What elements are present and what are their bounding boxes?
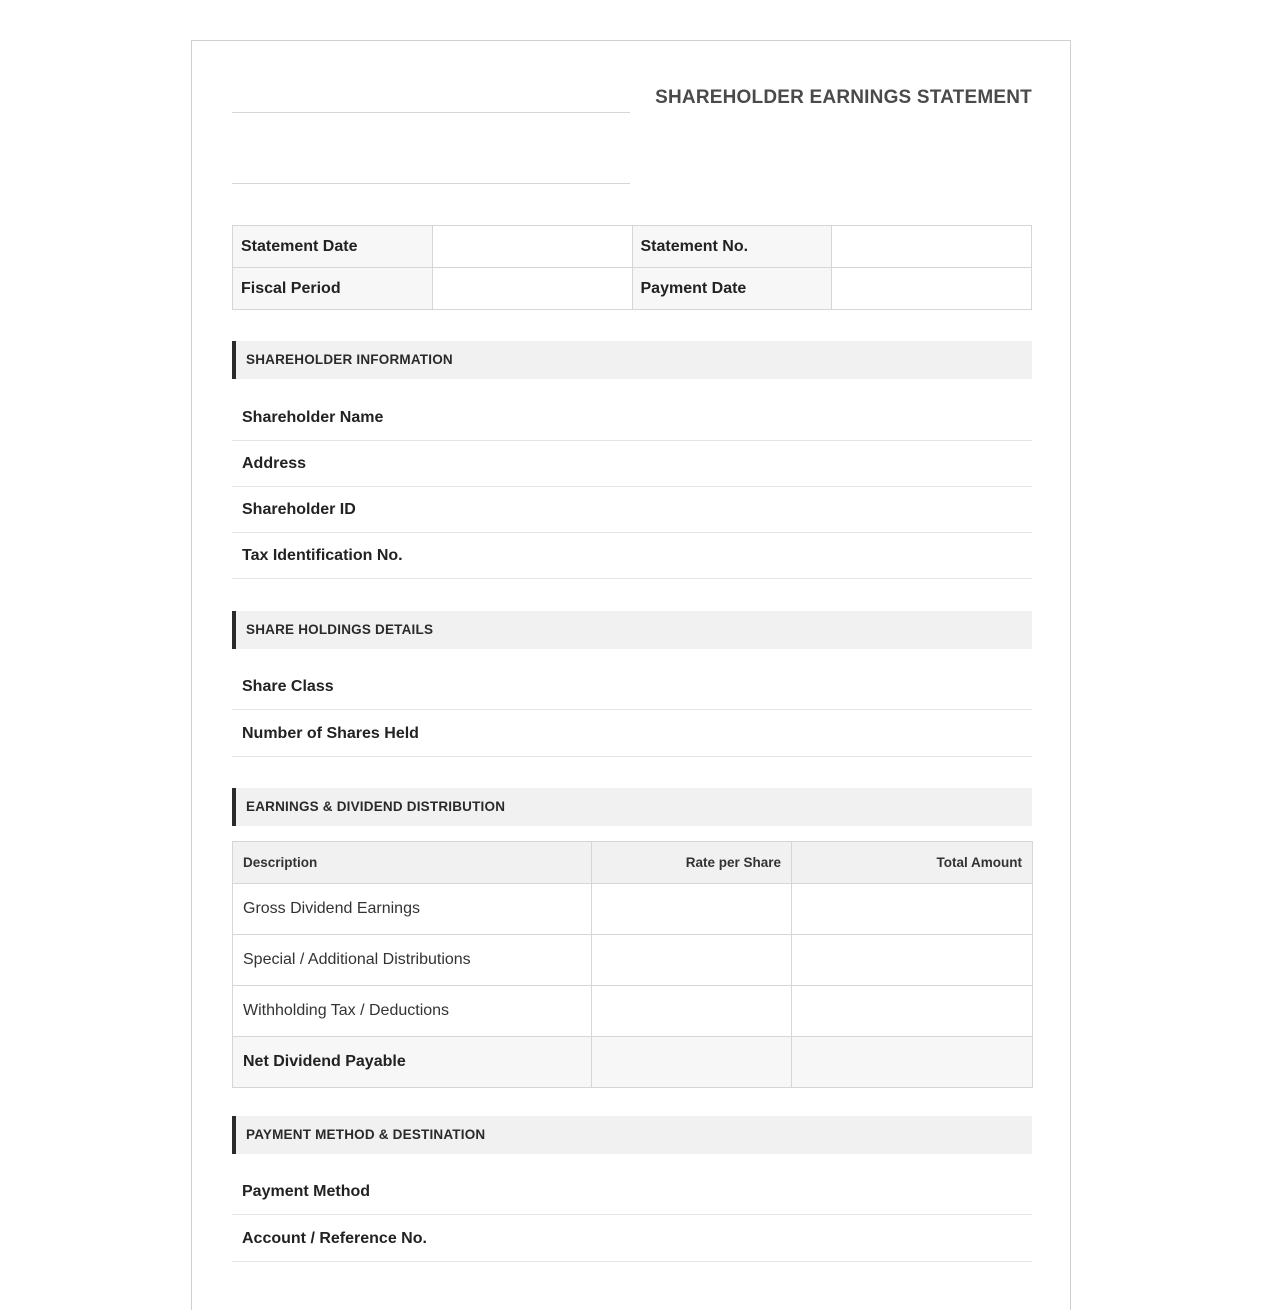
net-rate-cell[interactable] bbox=[592, 1037, 792, 1088]
section-heading-earnings: EARNINGS & DIVIDEND DISTRIBUTION bbox=[232, 788, 1032, 826]
row-description: Special / Additional Distributions bbox=[233, 935, 592, 986]
column-header-rate-per-share: Rate per Share bbox=[592, 842, 792, 884]
rate-per-share-cell[interactable] bbox=[592, 935, 792, 986]
statement-page bbox=[191, 40, 1071, 1310]
field-address[interactable]: Address bbox=[232, 441, 1032, 487]
total-amount-cell[interactable] bbox=[792, 884, 1033, 935]
section-heading-shareholder-information: SHAREHOLDER INFORMATION bbox=[232, 341, 1032, 379]
column-header-total-amount: Total Amount bbox=[792, 842, 1033, 884]
table-row bbox=[233, 986, 1033, 1037]
payment-date-field[interactable] bbox=[832, 268, 1032, 310]
field-number-of-shares[interactable]: Number of Shares Held bbox=[232, 711, 1032, 757]
field-shareholder-name[interactable]: Shareholder Name bbox=[232, 395, 1032, 441]
total-amount-cell[interactable] bbox=[792, 935, 1033, 986]
net-dividend-row bbox=[233, 1037, 1033, 1088]
statement-date-label: Statement Date bbox=[233, 226, 433, 268]
earnings-header-row bbox=[233, 842, 1033, 884]
company-address-line[interactable] bbox=[232, 183, 630, 184]
company-name-line[interactable] bbox=[232, 112, 630, 113]
rate-per-share-cell[interactable] bbox=[592, 986, 792, 1037]
column-header-description: Description bbox=[233, 842, 592, 884]
section-heading-share-holdings: SHARE HOLDINGS DETAILS bbox=[232, 611, 1032, 649]
field-shareholder-id[interactable]: Shareholder ID bbox=[232, 487, 1032, 533]
field-share-class[interactable]: Share Class bbox=[232, 664, 1032, 710]
earnings-table bbox=[232, 841, 1033, 1088]
net-total-cell[interactable] bbox=[792, 1037, 1033, 1088]
statement-no-field[interactable] bbox=[832, 226, 1032, 268]
total-amount-cell[interactable] bbox=[792, 986, 1033, 1037]
row-description: Gross Dividend Earnings bbox=[233, 884, 592, 935]
row-description: Withholding Tax / Deductions bbox=[233, 986, 592, 1037]
statement-no-label: Statement No. bbox=[632, 226, 832, 268]
rate-per-share-cell[interactable] bbox=[592, 884, 792, 935]
net-dividend-label: Net Dividend Payable bbox=[233, 1037, 592, 1088]
document-title: SHAREHOLDER EARNINGS STATEMENT bbox=[655, 87, 1032, 108]
field-account-reference-no[interactable]: Account / Reference No. bbox=[232, 1216, 1032, 1262]
fiscal-period-field[interactable] bbox=[432, 268, 632, 310]
section-heading-payment-method: PAYMENT METHOD & DESTINATION bbox=[232, 1116, 1032, 1154]
statement-meta-table bbox=[232, 225, 1032, 310]
payment-date-label: Payment Date bbox=[632, 268, 832, 310]
table-row bbox=[233, 935, 1033, 986]
field-tax-identification-no[interactable]: Tax Identification No. bbox=[232, 533, 1032, 579]
fiscal-period-label: Fiscal Period bbox=[233, 268, 433, 310]
field-payment-method[interactable]: Payment Method bbox=[232, 1169, 1032, 1215]
statement-date-field[interactable] bbox=[432, 226, 632, 268]
table-row bbox=[233, 884, 1033, 935]
